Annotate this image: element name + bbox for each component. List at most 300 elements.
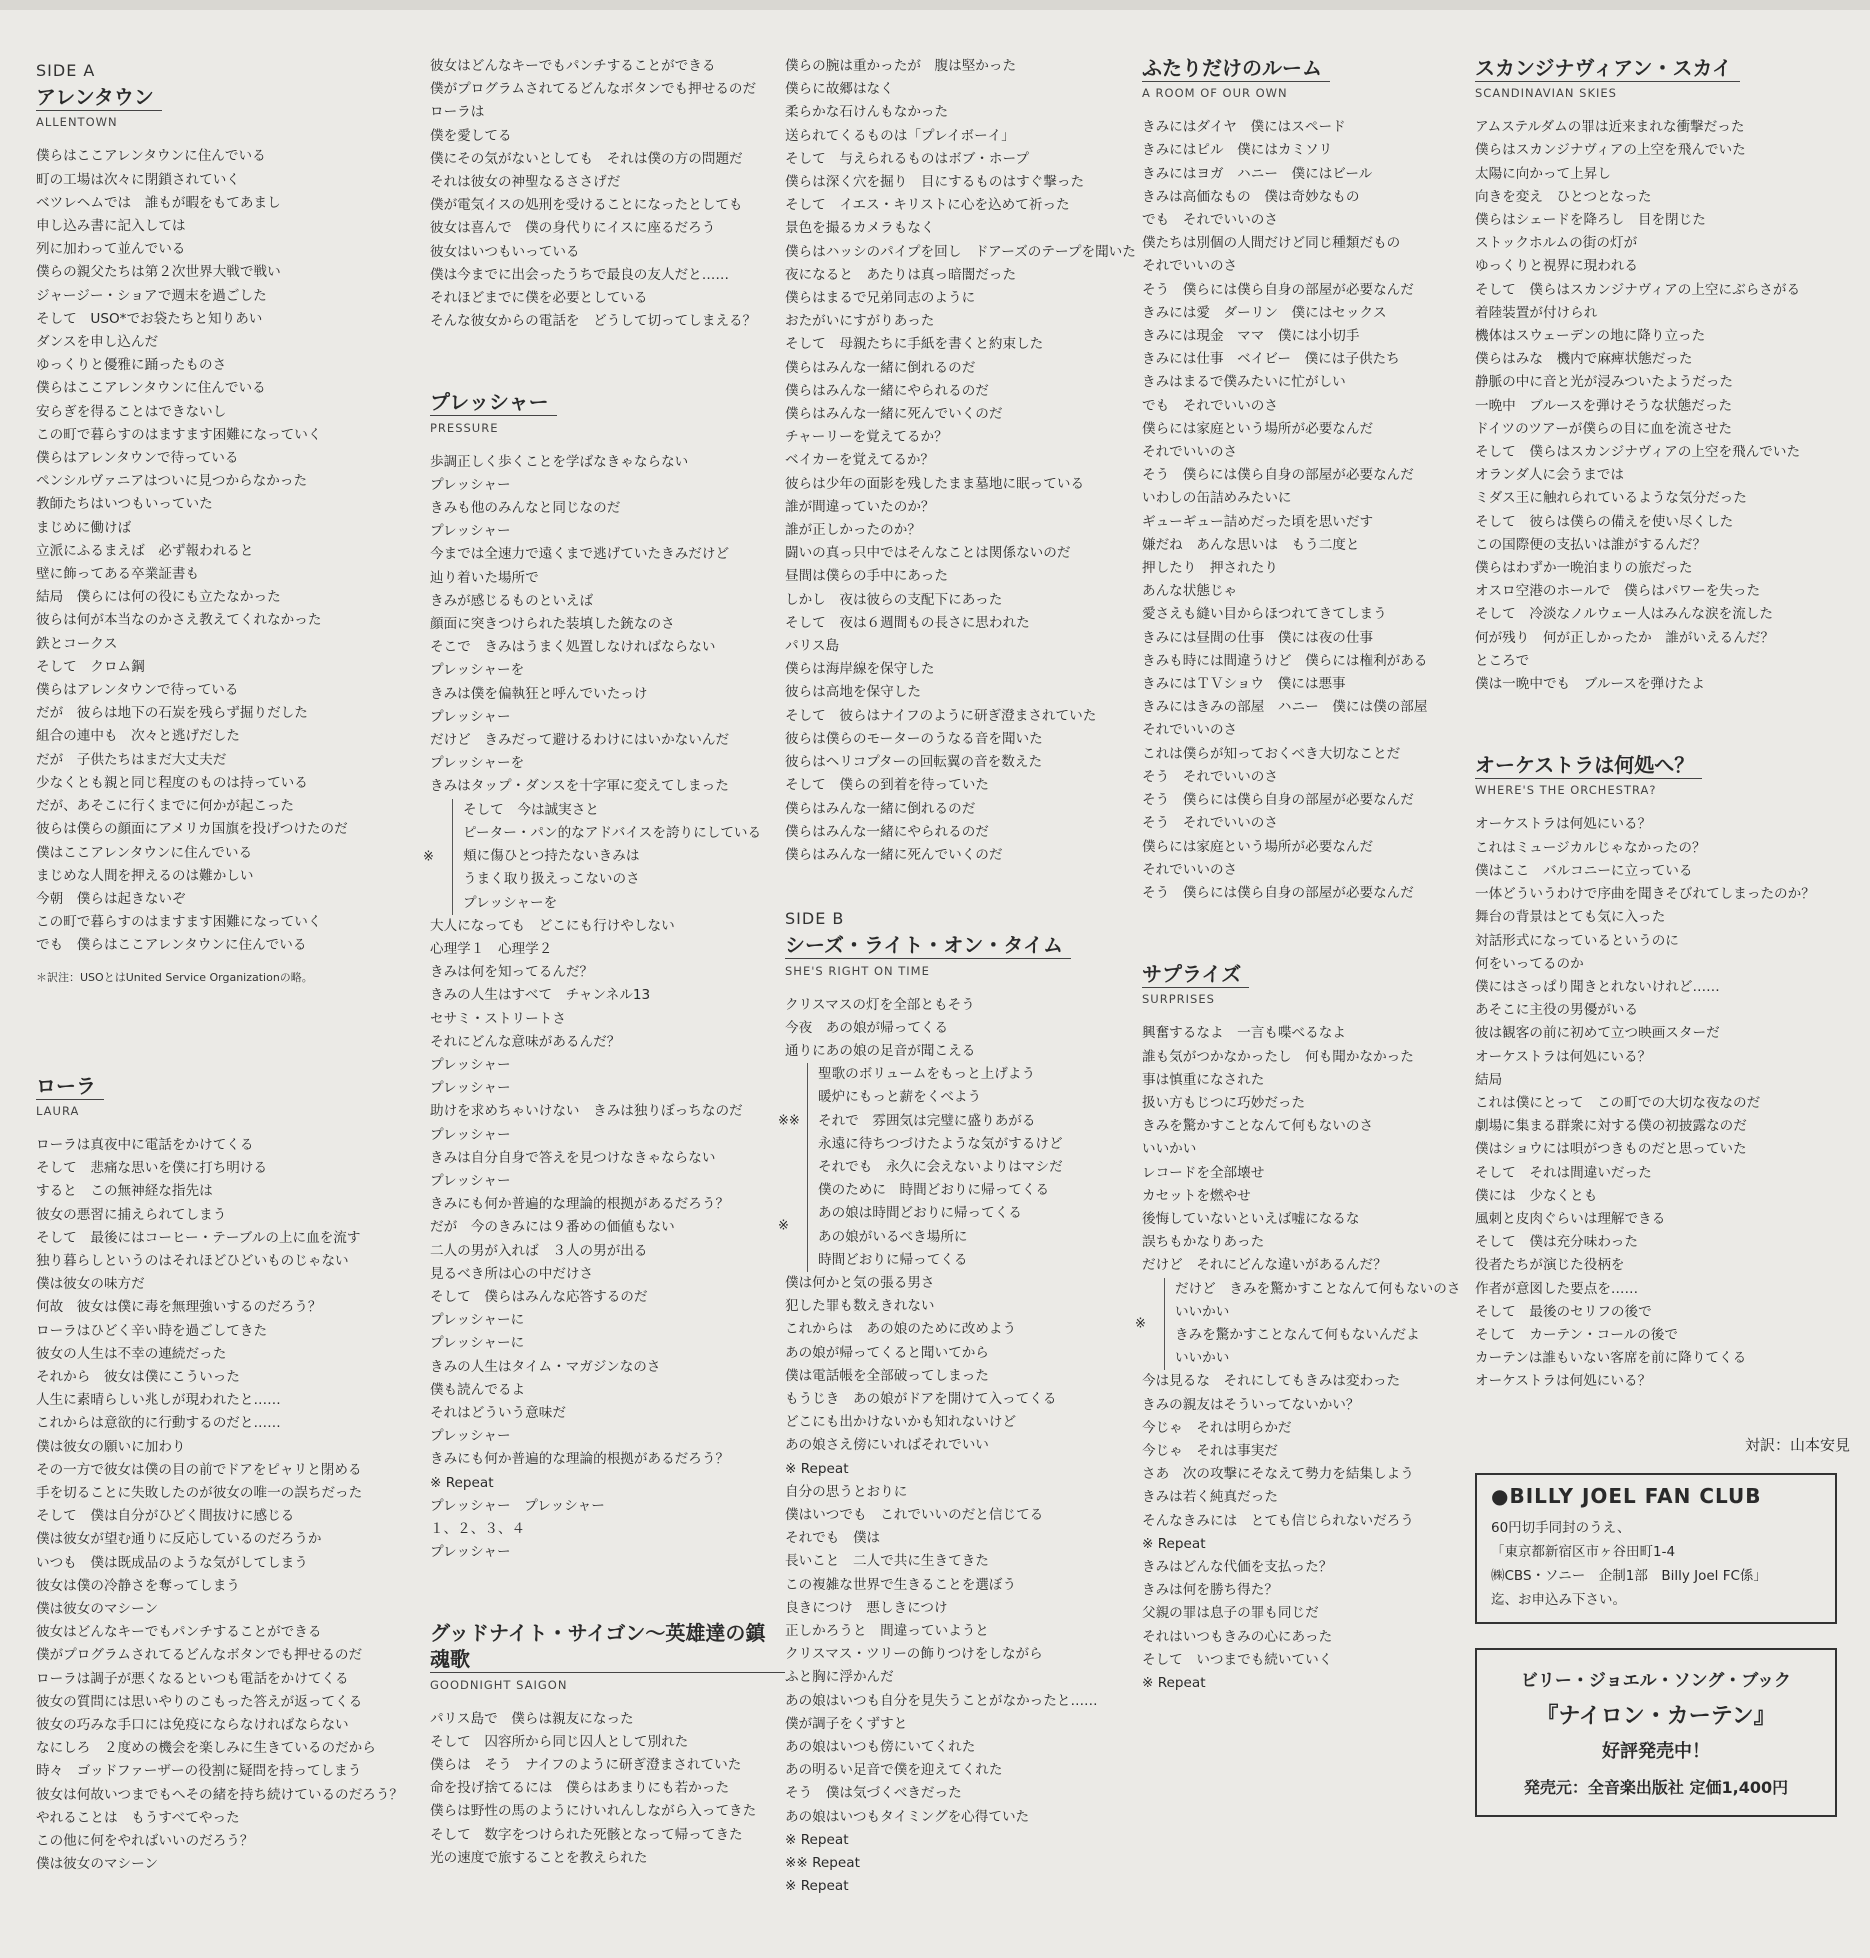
- lyric-line: それは彼女の神聖なるささげだ: [430, 174, 621, 191]
- lyric-line: プレッシャー: [430, 708, 511, 725]
- lyric-line: 太陽に向かって上昇し: [1475, 165, 1611, 182]
- lyric-line: 一晩中 ブルースを弾けそうな状態だった: [1475, 397, 1733, 414]
- lyric-line: しかし 夜は彼らの支配下にあった: [785, 591, 1003, 608]
- lyric-line: 後悔していないといえば嘘になるな: [1142, 1210, 1360, 1227]
- lyric-line: ローラは真夜中に電話をかけてくる: [36, 1136, 254, 1153]
- lyric-line: 組合の連中も 次々と逃げだした: [36, 728, 240, 745]
- lyric-line: いいかい: [1175, 1350, 1230, 1367]
- lyric-line: そして 夜は６週間もの長さに思われた: [785, 614, 1030, 631]
- lyric-line: プレッシャーを: [463, 894, 558, 911]
- songbook-ad-box: [1475, 1648, 1837, 1817]
- lyric-line: ※ Repeat: [430, 1474, 494, 1491]
- lyric-line: あんな状態じゃ: [1142, 583, 1238, 600]
- song-surprises: [1135, 961, 1472, 1695]
- lyric-line: 対話形式になっているというのに: [1475, 932, 1679, 949]
- top-edge: [0, 0, 1870, 10]
- lyric-line: きみにはダイヤ 僕にはスペード: [1142, 119, 1346, 136]
- lyric-line: パリス島: [785, 638, 840, 655]
- lyric-line: 僕らは野性の馬のようにけいれんしながら入ってきた: [430, 1803, 757, 1820]
- lyric-line: それでいいのさ: [1142, 861, 1238, 878]
- lyric-line: 今じゃ それは事実だ: [1142, 1442, 1278, 1459]
- lyric-line: 僕らは深く穴を掘り 目にするものはすぐ撃った: [785, 174, 1085, 191]
- lyric-line: きみには現金 ママ 僕には小切手: [1142, 328, 1360, 345]
- lyric-line: 誰が正しかったのか？: [785, 522, 921, 539]
- lyric-line: 迄、お申込み下さい。: [1491, 1591, 1626, 1608]
- side-a-label: SIDE A: [36, 61, 96, 80]
- lyric-line: アムステルダムの罪は近来まれな衝撃だった: [1475, 119, 1745, 136]
- lyric-line: 僕は今までに出会ったうちで最良の友人だと……: [430, 266, 729, 283]
- song-english-title: SCANDINAVIAN SKIES: [1475, 86, 1617, 101]
- lyric-line: 今じゃ それは明らかだ: [1142, 1419, 1292, 1436]
- lyric-line: あの娘はいつもタイミングを心得ていた: [785, 1808, 1030, 1825]
- lyric-line: ペンシルヴァニアはついに見つからなかった: [36, 473, 308, 490]
- lyric-line: 機体はスウェーデンの地に降り立った: [1475, 328, 1706, 345]
- lyric-line: ベイカーを覚えてるか？: [785, 452, 935, 469]
- lyric-line: そして 最後のセリフの後で: [1475, 1303, 1652, 1320]
- lyric-line: きみには仕事 ベイビー 僕には子供たち: [1142, 351, 1400, 368]
- lyric-line: きみはどんな代価を支払った？: [1142, 1558, 1333, 1575]
- lyric-line: きみも時には間違うけど 僕らには権利がある: [1142, 652, 1428, 669]
- lyric-line: ギューギュー詰めだった頃を思いだす: [1142, 513, 1374, 530]
- lyric-line: そして 僕らはスカンジナヴィアの上空にぶらさがる: [1475, 281, 1801, 298]
- lyric-line: 作者が意図した要点を……: [1475, 1280, 1639, 1297]
- lyric-line: 僕らはみんな一緒に死んでいくのだ: [785, 406, 1003, 423]
- lyric-line: 僕らには家庭という場所が必要なんだ: [1142, 838, 1374, 855]
- lyric-line: プレッシャー: [430, 476, 511, 493]
- lyric-line: 送られてくるものは「プレイボーイ」: [785, 127, 1015, 144]
- lyric-line: そこで きみはうまく処置しなければならない: [430, 639, 716, 656]
- song-wheres-the-orchestra: [1475, 752, 1860, 1393]
- lyric-line: それはどういう意味だ: [430, 1404, 566, 1421]
- lyric-line: プレッシャー プレッシャー: [430, 1497, 605, 1514]
- lyric-line: 今は見るな それにしてもきみは変わった: [1142, 1373, 1401, 1390]
- lyric-line: あの娘が帰ってくると聞いてから: [785, 1344, 989, 1361]
- lyric-line: 僕が電気イスの処刑を受けることになったとしても: [430, 197, 743, 214]
- lyric-line: そして イエス・キリストに心を込めて祈った: [785, 197, 1070, 214]
- lyric-line: プレッシャー: [430, 1126, 511, 1143]
- lyric-line: そう それでいいのさ: [1142, 815, 1278, 832]
- lyric-line: きみにはきみの部屋 ハニー 僕には僕の部屋: [1142, 699, 1428, 716]
- fan-club-lines: [1491, 1516, 1821, 1612]
- lyric-line: 僕がプログラムされてるどんなボタンでも押せるのだ: [36, 1647, 363, 1664]
- lyric-line: 彼女は喜んで 僕の身代りにイスに座るだろう: [430, 220, 716, 237]
- song-title: サプライズ: [1142, 961, 1249, 988]
- lyric-line: きみは自分自身で答えを見つけなきゃならない: [430, 1149, 716, 1166]
- lyric-line: 犯した罪も数えきれない: [785, 1298, 935, 1315]
- lyric-line: そして クロム鋼: [36, 658, 145, 675]
- lyric-line: 僕にその気がないとしても それは僕の方の問題だ: [430, 150, 743, 167]
- lyric-line: オーケストラは何処にいる？: [1475, 1048, 1652, 1065]
- lyric-line: 興奮するなよ 一言も喋べるなよ: [1142, 1025, 1346, 1042]
- lyrics-chorus: [1175, 1278, 1472, 1371]
- lyric-line: この町で暮らすのはますます困難になっていく: [36, 426, 322, 443]
- lyric-line: これからは意欲的に行動するのだと……: [36, 1415, 281, 1432]
- lyric-line: だけど きみだって避けるわけにはいかないんだ: [430, 732, 730, 749]
- lyric-line: 誰が間違っていたのか？: [785, 498, 935, 515]
- lyric-line: ゆっくりと優雅に踊ったものさ: [36, 357, 227, 374]
- lyric-line: きみには愛 ダーリン 僕にはセックス: [1142, 304, 1387, 321]
- lyric-line: 時間どおりに帰ってくる: [818, 1251, 968, 1268]
- lyric-line: 舞台の背景はとても気に入った: [1475, 909, 1666, 926]
- lyric-line: 暖炉にもっと薪をくべよう: [818, 1089, 982, 1106]
- song-a-room-of-our-own: [1142, 55, 1472, 905]
- song-english-title: SURPRISES: [1142, 992, 1215, 1007]
- song-title: プレッシャー: [430, 389, 557, 416]
- lyric-line: これは僕らが知っておくべき大切なことだ: [1142, 745, 1401, 762]
- lyric-line: 少なくとも親と同じ程度のものは持っている: [36, 774, 308, 791]
- lyric-line: でも 僕らはここアレンタウンに住んでいる: [36, 937, 307, 954]
- lyric-line: 光の速度で旅することを教えられた: [430, 1849, 648, 1866]
- column-3: [778, 55, 1140, 1898]
- lyric-line: そんな彼女からの電話を どうして切ってしまえる？: [430, 313, 757, 330]
- song-shes-right-on-time: [778, 932, 1140, 1898]
- lyric-line: プレッシャー: [430, 1056, 511, 1073]
- lyric-line: 誤ちもかなりあった: [1142, 1234, 1265, 1251]
- lyric-line: そして 僕らの到着を待っていた: [785, 777, 989, 794]
- lyric-line: 辿り着いた場所で: [430, 569, 539, 586]
- lyric-line: ストックホルムの街の灯が: [1475, 235, 1638, 252]
- lyric-line: パリス島で 僕らは親友になった: [430, 1710, 634, 1727]
- lyric-line: 結局: [1475, 1071, 1503, 1088]
- lyric-line: その一方で彼女は僕の目の前でドアをピャリと閉める: [36, 1461, 362, 1478]
- lyric-line: だけど それにどんな違いがあるんだ？: [1142, 1257, 1387, 1274]
- lyric-line: 通りにあの娘の足音が聞こえる: [785, 1042, 976, 1059]
- lyric-line: セサミ・ストリートさ: [430, 1010, 566, 1027]
- lyric-line: 僕のために 時間どおりに帰ってくる: [818, 1182, 1050, 1199]
- lyric-line: そして 僕は充分味わった: [1475, 1234, 1638, 1251]
- lyric-line: やれることは もうすべてやった: [36, 1809, 240, 1826]
- lyric-line: オスロ空港のホールで 僕らはパワーを失った: [1475, 583, 1761, 600]
- lyric-line: 僕らは そう ナイフのように研ぎ澄まされていた: [430, 1757, 742, 1773]
- lyric-line: ローラはひどく辛い時を過ごしてきた: [36, 1322, 268, 1339]
- song-pressure: [423, 389, 785, 1564]
- lyric-line: でも それでいいのさ: [1142, 212, 1278, 229]
- lyric-line: ベツレヘムでは 誰もが暇をもてあまし: [36, 194, 281, 211]
- lyric-line: プレッシャー: [430, 523, 511, 540]
- lyrics: [785, 1272, 1140, 1898]
- lyric-line: きみを驚かすことなんて何もないんだよ: [1175, 1326, 1420, 1343]
- lyric-line: 闘いの真っ只中ではそんなことは関係ないのだ: [785, 545, 1071, 562]
- lyric-line: 僕はショウには唄がつきものだと思っていた: [1475, 1141, 1747, 1158]
- lyric-line: きみは何を知ってるんだ？: [430, 964, 594, 981]
- lyrics: [1142, 116, 1472, 905]
- lyric-line: 立派にふるまえば 必ず報われると: [36, 542, 254, 559]
- lyric-line: 僕らはみんな一緒に倒れるのだ: [785, 359, 976, 376]
- lyric-line: 長いこと 二人で共に生きてきた: [785, 1553, 989, 1570]
- lyric-line: 僕が調子をくずすと: [785, 1715, 908, 1732]
- lyric-line: 僕は何かと気の張る男さ: [785, 1274, 935, 1291]
- song-title: シーズ・ライト・オン・タイム: [785, 932, 1071, 959]
- lyric-line: 正しかろうと 間違っていようと: [785, 1623, 989, 1639]
- lyric-line: 60円切手同封のうえ、: [1491, 1519, 1631, 1536]
- lyrics-chorus: [818, 1063, 1140, 1179]
- songbook-publisher: 発売元：全音楽出版社 定価1,400円: [1523, 1777, 1789, 1797]
- song-english-title: LAURA: [36, 1103, 80, 1118]
- lyric-line: これは僕にとって この町での大切な夜なのだ: [1475, 1094, 1761, 1111]
- lyric-line: 景色を撮るカメラもなく: [785, 220, 935, 237]
- lyric-line: 僕らはハッシのパイプを回し ドアーズのテープを聞いた: [785, 243, 1136, 260]
- lyric-line: 僕たちは別個の人間だけど同じ種類だもの: [1142, 235, 1401, 252]
- repeat-bracket: [423, 799, 785, 915]
- lyric-line: 劇場に集まる群衆に対する僕の初披露なのだ: [1475, 1118, 1747, 1135]
- lyric-line: カセットを燃やせ: [1142, 1187, 1251, 1204]
- lyric-line: この国際便の支払いは誰がするんだ？: [1475, 536, 1707, 553]
- lyric-line: きみは高価なもの 僕は奇妙なもの: [1142, 188, 1360, 205]
- column-2: [423, 55, 785, 1870]
- lyric-line: 扱い方もじつに巧妙だった: [1142, 1094, 1306, 1111]
- lyric-line: 自分の思うとおりに: [785, 1483, 908, 1500]
- song-title: グッドナイト・サイゴン〜英雄達の鎮魂歌: [430, 1620, 785, 1673]
- lyric-line: 僕は彼女の味方だ: [36, 1276, 145, 1293]
- lyric-line: 愛さえも縫い目からほつれてきてしまう: [1142, 606, 1387, 623]
- lyrics-laura-continued: [430, 55, 785, 333]
- song-english-title: SHE'S RIGHT ON TIME: [785, 963, 930, 978]
- lyric-line: うまく取り扱えっこないのさ: [463, 871, 640, 888]
- lyrics: [785, 994, 1140, 1064]
- lyric-line: 心理学１ 心理学２: [430, 940, 553, 957]
- lyric-line: 何をいってるのか: [1475, 955, 1584, 972]
- lyric-line: 彼らは少年の面影を残したまま墓地に眠っている: [785, 475, 1085, 492]
- lyric-line: 町の工場は次々に閉鎖されていく: [36, 171, 240, 188]
- lyric-line: きみにはＴＶショウ 僕には悪事: [1142, 676, 1346, 693]
- lyric-line: そして それは間違いだった: [1475, 1164, 1652, 1181]
- lyric-line: 僕らはわずか一晩泊まりの旅だった: [1475, 560, 1693, 577]
- lyric-line: そう 僕らには僕ら自身の部屋が必要なんだ: [1142, 792, 1414, 809]
- lyric-line: プレッシャー: [430, 1428, 511, 1445]
- lyric-line: きみの人生はすべて チャンネル13: [430, 987, 651, 1004]
- lyric-line: 結局 僕らには何の役にも立たなかった: [36, 589, 281, 606]
- lyric-line: 彼らは僕らの顔面にアメリカ国旗を投げつけたのだ: [36, 821, 348, 838]
- repeat-mark: ※: [423, 849, 434, 865]
- lyric-line: それから 彼女は僕にこういった: [36, 1368, 240, 1385]
- lyric-line: きみは若く純真だった: [1142, 1489, 1278, 1506]
- lyric-line: オランダ人に会うまでは: [1475, 467, 1624, 484]
- lyric-line: そう 僕は気づくべきだった: [785, 1785, 962, 1802]
- lyric-line: 良きにつけ 悪しきにつけ: [785, 1599, 948, 1616]
- lyric-line: そして 悲痛な思いを僕に打ち明ける: [36, 1160, 268, 1177]
- lyric-line: 手を切ることに失敗したのが彼女の唯一の誤ちだった: [36, 1484, 363, 1501]
- lyric-line: きみを驚かすことなんて何もないのさ: [1142, 1118, 1374, 1135]
- lyric-line: プレッシャー: [430, 1080, 511, 1097]
- lyric-line: 命を投げ捨てるには 僕らはあまりにも若かった: [430, 1780, 730, 1797]
- lyric-line: きみは何を勝ち得た？: [1142, 1582, 1278, 1599]
- lyrics-goodnight-continued: [785, 55, 1140, 867]
- lyric-line: 壁に飾ってある卒業証書も: [36, 566, 200, 583]
- lyric-line: ※※ Repeat: [785, 1855, 860, 1872]
- lyric-line: そして いつまでも続いていく: [1142, 1651, 1333, 1668]
- lyric-line: どこにも出かけないかも知れないけど: [785, 1414, 1017, 1431]
- lyric-line: それでも 永久に会えないよりはマシだ: [818, 1158, 1063, 1175]
- lyric-line: きみにも何か普遍的な理論的根拠があるだろう？: [430, 1451, 730, 1468]
- lyric-line: そして 彼らはナイフのように研ぎ澄まされていた: [785, 707, 1097, 724]
- lyric-line: 僕は彼女のマシーン: [36, 1600, 159, 1617]
- lyrics-chorus: [463, 799, 785, 915]
- lyric-line: あの娘はいつも自分を見失うことがなかったと……: [785, 1692, 1098, 1709]
- lyric-line: １、２、３、４: [430, 1520, 526, 1537]
- lyric-line: きみも他のみんなと同じなのだ: [430, 500, 621, 517]
- lyric-line: レコードを全部壊せ: [1142, 1164, 1265, 1181]
- lyric-line: プレッシャー: [430, 1172, 511, 1189]
- song-title: アレンタウン: [36, 84, 162, 111]
- lyric-line: きみの親友はそういってないかい？: [1142, 1396, 1360, 1413]
- lyric-line: そう 僕らには僕ら自身の部屋が必要なんだ: [1142, 467, 1414, 484]
- lyric-line: そして 数字をつけられた死骸となって帰ってきた: [430, 1826, 743, 1843]
- lyric-line: きみはタップ・ダンスを十字軍に変えてしまった: [430, 778, 729, 795]
- lyric-line: 彼女の巧みな手口には免疫にならなければならない: [36, 1717, 349, 1733]
- lyric-line: それはいつもきみの心にあった: [1142, 1628, 1333, 1645]
- lyric-line: 彼女はいつもいっている: [430, 243, 580, 260]
- lyric-line: 彼は観客の前に初めて立つ映画スターだ: [1475, 1025, 1720, 1042]
- lyric-line: そして USO*でお袋たちと知りあい: [36, 310, 263, 327]
- lyric-line: まじめに働けば: [36, 519, 132, 536]
- lyric-line: 僕は一晩中でも ブルースを弾けたよ: [1475, 676, 1705, 693]
- lyric-line: 僕らはみんな一緒に死んでいくのだ: [785, 846, 1003, 863]
- fan-club-title: ●BILLY JOEL FAN CLUB: [1491, 1483, 1762, 1508]
- lyric-line: 今夜 あの娘が帰ってくる: [785, 1019, 949, 1036]
- lyric-line: この複雑な世界で生きることを選ぼう: [785, 1576, 1017, 1593]
- lyric-line: クリスマス・ツリーの飾りつけをしながら: [785, 1646, 1043, 1663]
- lyric-line: 事は慎重になされた: [1142, 1071, 1265, 1088]
- lyric-line: ダンスを申し込んだ: [36, 334, 159, 351]
- lyric-line: 顔面に突きつけられた装填した銃なのさ: [430, 616, 675, 633]
- lyric-line: 僕がプログラムされてるどんなボタンでも押せるのだ: [430, 81, 757, 98]
- lyrics-chorus: [818, 1179, 1140, 1272]
- lyric-line: そして 僕らはみんな応答するのだ: [430, 1288, 648, 1305]
- repeat-mark: ※※: [778, 1113, 800, 1129]
- lyric-line: ローラは調子が悪くなるといつも電話をかけてくる: [36, 1670, 349, 1687]
- lyric-line: そして 冷淡なノルウェー人はみんな涙を流した: [1475, 606, 1773, 623]
- lyric-line: ジャージー・ショアで週末を過ごした: [36, 287, 267, 304]
- lyric-line: 僕らに故郷はなく: [785, 81, 894, 98]
- lyric-line: 役者たちが演じた役柄を: [1475, 1257, 1625, 1274]
- lyric-line: 安らぎを得ることはできないし: [36, 403, 227, 420]
- lyric-line: 着陸装置が付けられ: [1475, 304, 1598, 321]
- lyric-line: 僕らはアレンタウンで待っている: [36, 450, 239, 467]
- lyric-line: そんなきみには とても信じられないだろう: [1142, 1512, 1414, 1529]
- lyric-line: いつも 僕は既成品のような気がしてしまう: [36, 1554, 308, 1571]
- lyric-line: そう 僕らには僕ら自身の部屋が必要なんだ: [1142, 281, 1414, 298]
- lyrics: [430, 1708, 785, 1870]
- lyric-line: 僕らはまるで兄弟同志のように: [785, 290, 976, 307]
- lyric-line: だが、あそこに行くまでに何かが起こった: [36, 798, 295, 815]
- lyric-line: 何故 彼女は僕に毒を無理強いするのだろう？: [36, 1299, 322, 1316]
- songbook-label: ビリー・ジョエル・ソング・ブック: [1520, 1670, 1792, 1691]
- lyric-line: 静脈の中に音と光が浸みついたようだった: [1475, 374, 1734, 391]
- lyric-line: ※ Repeat: [785, 1831, 849, 1848]
- lyric-line: 一体どういうわけで序曲を聞きそびれてしまったのか？: [1475, 886, 1815, 903]
- lyric-line: それにどんな意味があるんだ？: [430, 1033, 621, 1050]
- repeat-mark: ※: [1135, 1316, 1146, 1332]
- lyric-line: 永遠に待ちつづけたような気がするけど: [818, 1135, 1063, 1152]
- lyric-line: きみが感じるものといえば: [430, 592, 594, 609]
- lyric-line: オーケストラは何処にいる？: [1475, 1373, 1652, 1390]
- lyric-line: 彼らは僕らのモーターのうなる音を聞いた: [785, 730, 1043, 747]
- lyric-line: いいかい: [1175, 1303, 1230, 1320]
- lyric-line: 僕も読んでるよ: [430, 1381, 526, 1398]
- song-english-title: A ROOM OF OUR OWN: [1142, 86, 1288, 101]
- lyric-line: そう 僕らには僕ら自身の部屋が必要なんだ: [1142, 884, 1414, 901]
- lyric-line: 僕はここアレンタウンに住んでいる: [36, 844, 253, 861]
- song-english-title: WHERE'S THE ORCHESTRA?: [1475, 783, 1657, 798]
- lyric-line: 彼女はどんなキーでもパンチすることができる: [36, 1624, 322, 1641]
- lyric-line: ※ Repeat: [1142, 1675, 1206, 1691]
- lyric-line: きみは僕を偏執狂と呼んでいたっけ: [430, 685, 648, 702]
- lyric-line: あの娘はいつも傍にいてくれた: [785, 1739, 976, 1756]
- column-5: [1475, 55, 1860, 1817]
- lyrics: [430, 451, 785, 799]
- lyric-line: 柔らかな石けんもなかった: [785, 104, 949, 121]
- lyric-line: 僕は電話帳を全部破ってしまった: [785, 1367, 989, 1384]
- song-scandinavian-skies: [1475, 55, 1860, 696]
- repeat-mark: ※: [778, 1217, 789, 1233]
- lyric-line: 何が残り 何が正しかったか 誰がいえるんだ？: [1475, 629, 1775, 646]
- lyric-line: 列に加わって並んでいる: [36, 241, 186, 258]
- lyric-line: あそこに主役の男優がいる: [1475, 1002, 1639, 1019]
- lyric-line: だが 彼らは地下の石炭を残らず掘りだした: [36, 705, 308, 722]
- lyric-line: 嫌だね あんな思いは もう二度と: [1142, 536, 1360, 553]
- lyric-line: なにしろ ２度めの機会を楽しみに生きているのだから: [36, 1740, 376, 1757]
- lyric-line: この他に何をやればいいのだろう？: [36, 1833, 254, 1850]
- lyric-line: あの娘は時間どおりに帰ってくる: [818, 1205, 1022, 1222]
- lyric-line: これからは あの娘のために改めよう: [785, 1321, 1017, 1338]
- lyric-line: だけど きみを驚かすことなんて何もないのさ: [1175, 1280, 1461, 1297]
- lyric-line: 僕らには家庭という場所が必要なんだ: [1142, 420, 1374, 437]
- lyric-line: 今朝 僕らは起きないぞ: [36, 890, 186, 907]
- lyric-line: 夜になると あたりは真っ暗闇だった: [785, 266, 1017, 283]
- lyric-line: それでいいのさ: [1142, 722, 1238, 739]
- lyric-line: 僕らはシェードを降ろし 目を閉じた: [1475, 212, 1706, 229]
- lyric-line: 父親の罪は息子の罪も同じだ: [1142, 1605, 1319, 1622]
- songbook-status: 好評発売中！: [1602, 1741, 1710, 1763]
- lyric-line: 昼間は僕らの手中にあった: [785, 568, 948, 585]
- lyric-line: 彼女の悪習に捕えられてしまう: [36, 1206, 227, 1223]
- lyric-line: チャーリーを覚えてるか？: [785, 429, 948, 446]
- lyric-line: そして 彼らは僕らの備えを使い尽くした: [1475, 513, 1734, 530]
- lyric-line: 僕らはここアレンタウンに住んでいる: [36, 148, 266, 165]
- lyric-line: そして 母親たちに手紙を書くと約束した: [785, 336, 1044, 353]
- lyrics: [1142, 1022, 1472, 1277]
- lyric-line: それでいいのさ: [1142, 258, 1238, 275]
- lyric-line: まじめな人間を押えるのは難かしい: [36, 867, 254, 884]
- column-4: [1135, 55, 1472, 1695]
- lyric-line: ㈱CBS・ソニー 企制1部 Billy Joel FC係」: [1491, 1567, 1767, 1584]
- lyric-line: きみの人生はタイム・マガジンなのさ: [430, 1358, 661, 1375]
- lyric-line: プレッシャーに: [430, 1312, 525, 1329]
- lyric-line: だが 子供たちはまだ大丈夫だ: [36, 751, 227, 768]
- lyric-line: 鉄とコークス: [36, 635, 118, 652]
- lyric-line: 僕を愛してる: [430, 127, 512, 144]
- lyric-line: 教師たちはいつもいっていた: [36, 496, 213, 513]
- lyric-line: さあ 次の攻撃にそなえて勢力を結集しよう: [1142, 1466, 1414, 1483]
- lyric-line: そして 囚容所から同じ囚人として別れた: [430, 1733, 689, 1750]
- lyric-line: そして 最後にはコーヒー・テーブルの上に血を流す: [36, 1229, 361, 1246]
- side-b-label: SIDE B: [785, 909, 845, 929]
- lyric-line: ※ Repeat: [1142, 1535, 1206, 1552]
- lyric-line: それでも 僕は: [785, 1530, 881, 1547]
- lyric-line: 独り暮らしというのはそれほどひどいものじゃない: [36, 1252, 349, 1269]
- songbook-title: 『ナイロン・カーテン』: [1536, 1704, 1776, 1730]
- lyric-line: ローラは: [430, 104, 485, 121]
- lyric-line: ドイツのツアーが僕らの目に血を流させた: [1475, 420, 1732, 437]
- lyric-line: ふと胸に浮かんだ: [785, 1669, 894, 1686]
- song-title: オーケストラは何処へ？: [1475, 752, 1702, 779]
- lyric-line: 聖歌のボリュームをもっと上げよう: [818, 1066, 1036, 1083]
- song-goodnight-saigon: [430, 1620, 785, 1870]
- lyric-line: オーケストラは何処にいる？: [1475, 816, 1652, 833]
- lyric-line: そして カーテン・コールの後で: [1475, 1326, 1678, 1343]
- lyric-line: それで 雰囲気は完璧に盛りあがる: [818, 1112, 1036, 1129]
- lyric-line: クリスマスの灯を全部ともそう: [785, 996, 975, 1013]
